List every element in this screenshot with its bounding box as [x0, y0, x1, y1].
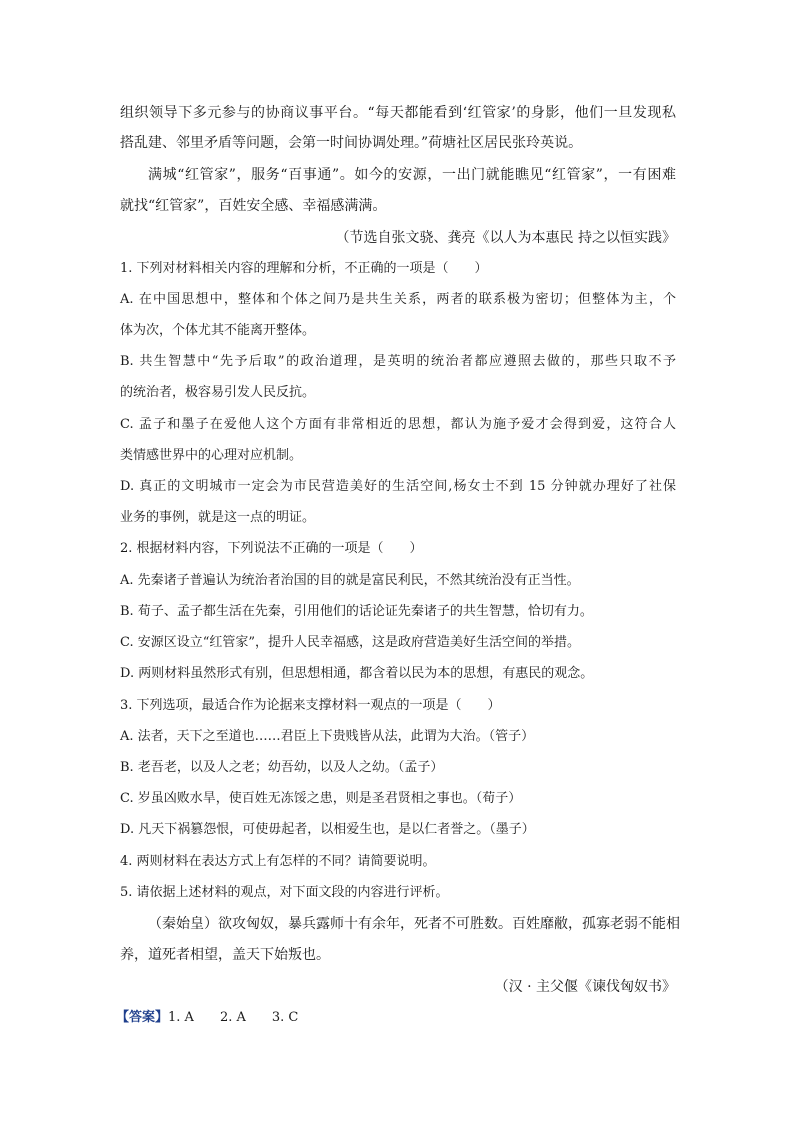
answer-tag: 【答案】 [116, 1010, 169, 1025]
question-1-option-d: D. 真正的文明城市一定会为市民营造美好的生活空间,杨女士不到 15 分钟就办理好了社保 [120, 479, 676, 494]
question-1-option-b-cont: 的统治者，极容易引发人民反抗。 [120, 385, 316, 400]
material-source: （节选自张文骁、龚亮《以人为本惠民 持之以恒实践》 [335, 230, 676, 246]
question-4-stem: 4. 两则材料在表达方式上有怎样的不同？请简要说明。 [120, 854, 436, 869]
question-1-option-a: A. 在中国思想中，整体和个体之间乃是共生关系，两者的联系极为密切；但整体为主，个 [120, 292, 676, 307]
question-2-stem: 2. 根据材料内容，下列说法不正确的一项是（ ） [120, 541, 423, 556]
question-5-stem: 5. 请依据上述材料的观点，对下面文段的内容进行评析。 [120, 885, 449, 900]
question-5-quote-line: （秦始皇）欲攻匈奴，暴兵露师十有余年，死者不可胜数。百姓靡敝，孤寡老弱不能相 [148, 916, 680, 932]
material-paragraph-line: 就找“红管家”，百姓安全感、幸福感满满。 [120, 198, 387, 214]
question-1-option-c-cont: 类情感世界中的心理对应机制。 [120, 448, 303, 463]
material-paragraph-line: 组织领导下多元参与的协商议事平台。“每天都能看到‘红管家’的身影，他们一旦发现私 [120, 105, 676, 121]
question-5-quote-line: 养，道死者相望，盖天下始叛也。 [120, 947, 330, 963]
question-2-option-a: A. 先秦诸子普遍认为统治者治国的目的就是富民利民，不然其统治没有正当性。 [120, 573, 580, 588]
material-paragraph-line: 满城“红管家”，服务“百事通”。如今的安源，一出门就能瞧见“红管家”，一有困难 [148, 167, 676, 183]
question-1-option-c: C. 孟子和墨子在爱他人这个方面有非常相近的思想，都认为施予爱才会得到爱，这符合人 [120, 417, 676, 432]
material-paragraph-line: 搭乱建、邻里矛盾等问题，会第一时间协调处理。”荷塘社区居民张玲英说。 [120, 135, 583, 151]
question-2-option-b: B. 荀子、孟子都生活在先秦，引用他们的话论证先秦诸子的共生智慧，恰切有力。 [120, 604, 593, 619]
question-1-option-b: B. 共生智慧中“先予后取”的政治道理，是英明的统治者都应遵照去做的，那些只取不予 [120, 354, 676, 369]
question-1-stem: 1. 下列对材料相关内容的理解和分析，不正确的一项是（ ） [120, 261, 488, 276]
question-3-option-b: B. 老吾老，以及人之老；幼吾幼，以及人之幼。（孟子） [120, 760, 444, 775]
question-3-stem: 3. 下列选项，最适合作为论据来支撑材料一观点的一项是（ ） [120, 698, 501, 713]
question-5-quote-source: （汉 · 主父偃《谏伐匈奴书》 [494, 979, 676, 995]
question-3-option-d: D. 凡天下祸篡怨恨，可使毋起者，以相爱生也，是以仁者誉之。（墨子） [120, 822, 535, 837]
answer-text: 1. A 2. A 3. C [168, 1010, 299, 1025]
question-2-option-d: D. 两则材料虽然形式有别，但思想相通，都含着以民为本的思想，有惠民的观念。 [120, 666, 594, 681]
question-1-option-a-cont: 体为次，个体尤其不能离开整体。 [120, 323, 316, 338]
question-3-option-a: A. 法者，天下之至道也……君臣上下贵贱皆从法，此谓为大治。（管子） [120, 729, 535, 744]
question-3-option-c: C. 岁虽凶败水旱，使百姓无冻馁之患，则是圣君贤相之事也。（荀子） [120, 791, 522, 806]
question-1-option-d-cont: 业务的事例，就是这一点的明证。 [120, 510, 316, 525]
question-2-option-c: C. 安源区设立“红管家”，提升人民幸福感，这是政府营造美好生活空间的举措。 [120, 635, 581, 650]
answer-line [116, 1008, 672, 1028]
